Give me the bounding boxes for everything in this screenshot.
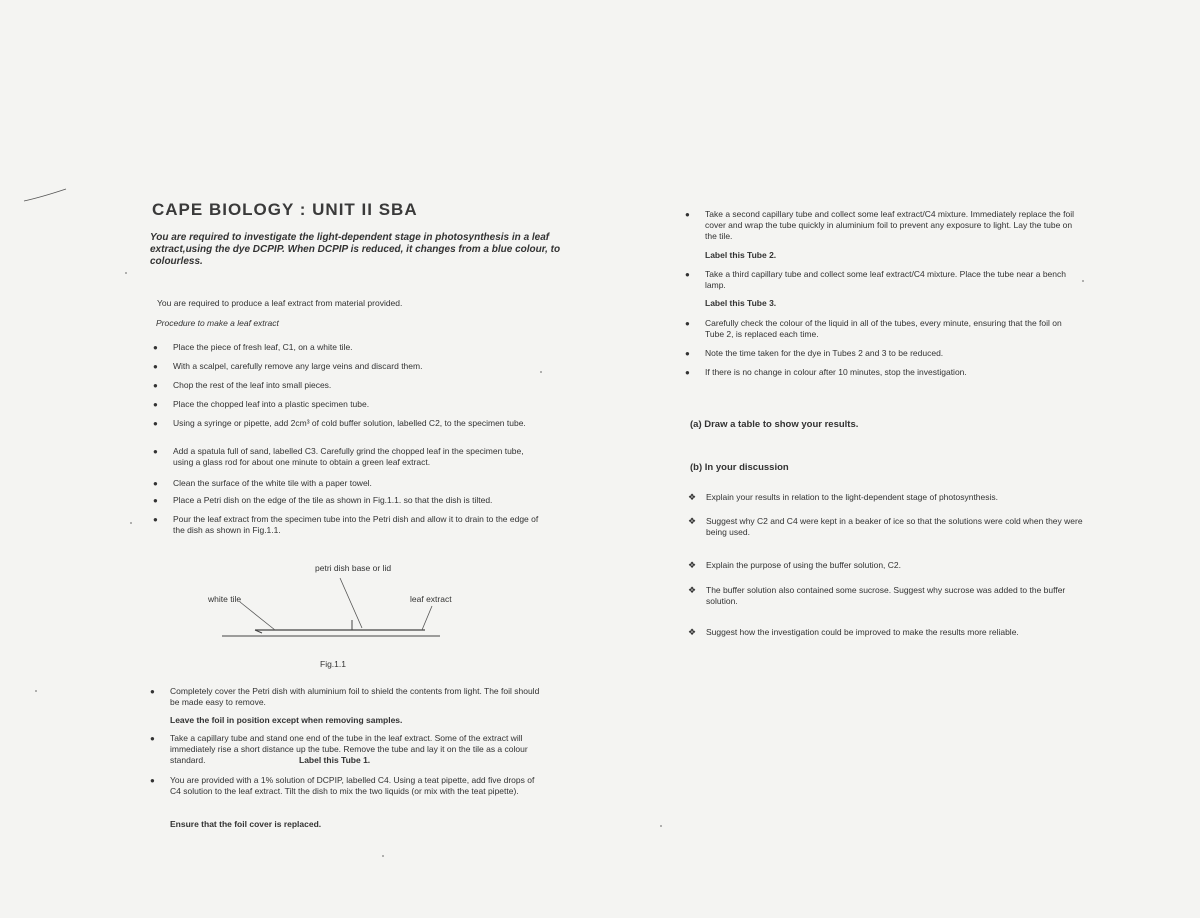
list-item: ● Place the piece of fresh leaf, C1, on a white tile.: [153, 342, 353, 352]
pointer-white-tile: [240, 602, 275, 630]
figure-label-leaf-extract: leaf extract: [410, 594, 452, 604]
list-item: ● Take a third capillary tube and collect some leaf extract/C4 mixture. Place the tube near a bench lamp.: [685, 269, 1066, 290]
list-item: ● Clean the surface of the white tile with a paper towel.: [153, 478, 372, 488]
pointer-petri-dish: [340, 578, 362, 628]
dish-tilt-support: [352, 620, 368, 630]
document-title: CAPE BIOLOGY : UNIT II SBA: [152, 200, 418, 219]
list-item: ● Place a Petri dish on the edge of the tile as shown in Fig.1.1. so that the dish is tilted.: [153, 495, 493, 505]
question-a-heading: (a) Draw a table to show your results.: [690, 419, 859, 430]
list-item: ● Completely cover the Petri dish with aluminium foil to shield the contents from light. The foil should be made easy to remove.: [150, 686, 540, 707]
intro-paragraph: You are required to investigate the light-dependent stage in photosynthesis in a leaf extract,using the dye DCPIP. When DCPIP is reduced, it changes from a blue colour, to colourless.: [150, 232, 561, 267]
figure-caption: Fig.1.1: [320, 659, 346, 669]
list-item: ● Carefully check the colour of the liquid in all of the tubes, every minute, ensuring that the foil on Tube 2, is replaced each time.: [685, 318, 1062, 339]
list-item: ● Add a spatula full of sand, labelled C3. Carefully grind the chopped leaf in the specimen tube, using a glass rod for about one minute to obtain a green leaf extract.: [153, 446, 524, 467]
discussion-item: ❖ Explain your results in relation to the light-dependent stage of photosynthesis.: [688, 492, 999, 502]
scan-speck: [130, 522, 132, 524]
scan-speck: [125, 272, 127, 274]
scan-speck: [540, 371, 542, 373]
label-tube-1: Label this Tube 1.: [299, 755, 371, 765]
scan-speck: [382, 855, 384, 857]
figure-label-white-tile: white tile: [208, 594, 242, 604]
petri-dish-diagram: [200, 570, 460, 650]
list-item: ● If there is no change in colour after 10 minutes, stop the investigation.: [685, 367, 967, 377]
list-item: ● With a scalpel, carefully remove any large veins and discard them.: [153, 361, 423, 371]
scan-speck: [1082, 280, 1084, 282]
scan-speck: [660, 825, 662, 827]
list-item: ● Using a syringe or pipette, add 2cm³ of cold buffer solution, labelled C2, to the specimen tube.: [153, 418, 526, 428]
ensure-foil-note: Ensure that the foil cover is replaced.: [170, 819, 322, 829]
discussion-item: ❖ The buffer solution also contained some sucrose. Suggest why sucrose was added to the buffer solution.: [688, 585, 1066, 606]
list-item: ● Place the chopped leaf into a plastic specimen tube.: [153, 399, 370, 409]
figure-label-petri-dish: petri dish base or lid: [315, 563, 392, 573]
list-item: ● Note the time taken for the dye in Tubes 2 and 3 to be reduced.: [685, 348, 944, 358]
label-tube-3: Label this Tube 3.: [705, 298, 777, 308]
discussion-item: ❖ Suggest why C2 and C4 were kept in a beaker of ice so that the solutions were cold when they were being used.: [688, 516, 1083, 537]
list-item: ● Pour the leaf extract from the specimen tube into the Petri dish and allow it to drain to the edge of the dish as shown in Fig.1.1.: [153, 514, 539, 535]
produce-extract-text: You are required to produce a leaf extract from material provided.: [157, 298, 403, 308]
list-item: ● You are provided with a 1% solution of DCPIP, labelled C4. Using a teat pipette, add five drops of C4 solution to the leaf extract. Tilt the dish to mix the two liquids (or mix with the teat pipette).: [150, 775, 535, 796]
discussion-item: ❖ Suggest how the investigation could be improved to make the results more reliable.: [688, 627, 1019, 637]
scan-speck: [35, 690, 37, 692]
pointer-leaf-extract: [422, 606, 432, 630]
question-b-heading: (b) In your discussion: [690, 462, 789, 473]
list-item: ● Take a capillary tube and stand one end of the tube in the leaf extract. Some of the extract will immediately rise a short distance up the tube. Remove the tube and lay it on the tile as a colour standard.: [150, 733, 528, 765]
list-item: ● Chop the rest of the leaf into small pieces.: [153, 380, 332, 390]
list-item: ● Take a second capillary tube and collect some leaf extract/C4 mixture. Immediately replace the foil cover and wrap the tube quickly in aluminium foil to prevent any exposure to light. Lay the tube on the tile.: [685, 209, 1074, 241]
scan-mark: [22, 185, 72, 205]
label-tube-2: Label this Tube 2.: [705, 250, 777, 260]
discussion-item: ❖ Explain the purpose of using the buffer solution, C2.: [688, 560, 901, 570]
procedure-heading: Procedure to make a leaf extract: [156, 318, 279, 328]
leave-foil-note: Leave the foil in position except when removing samples.: [170, 715, 403, 725]
